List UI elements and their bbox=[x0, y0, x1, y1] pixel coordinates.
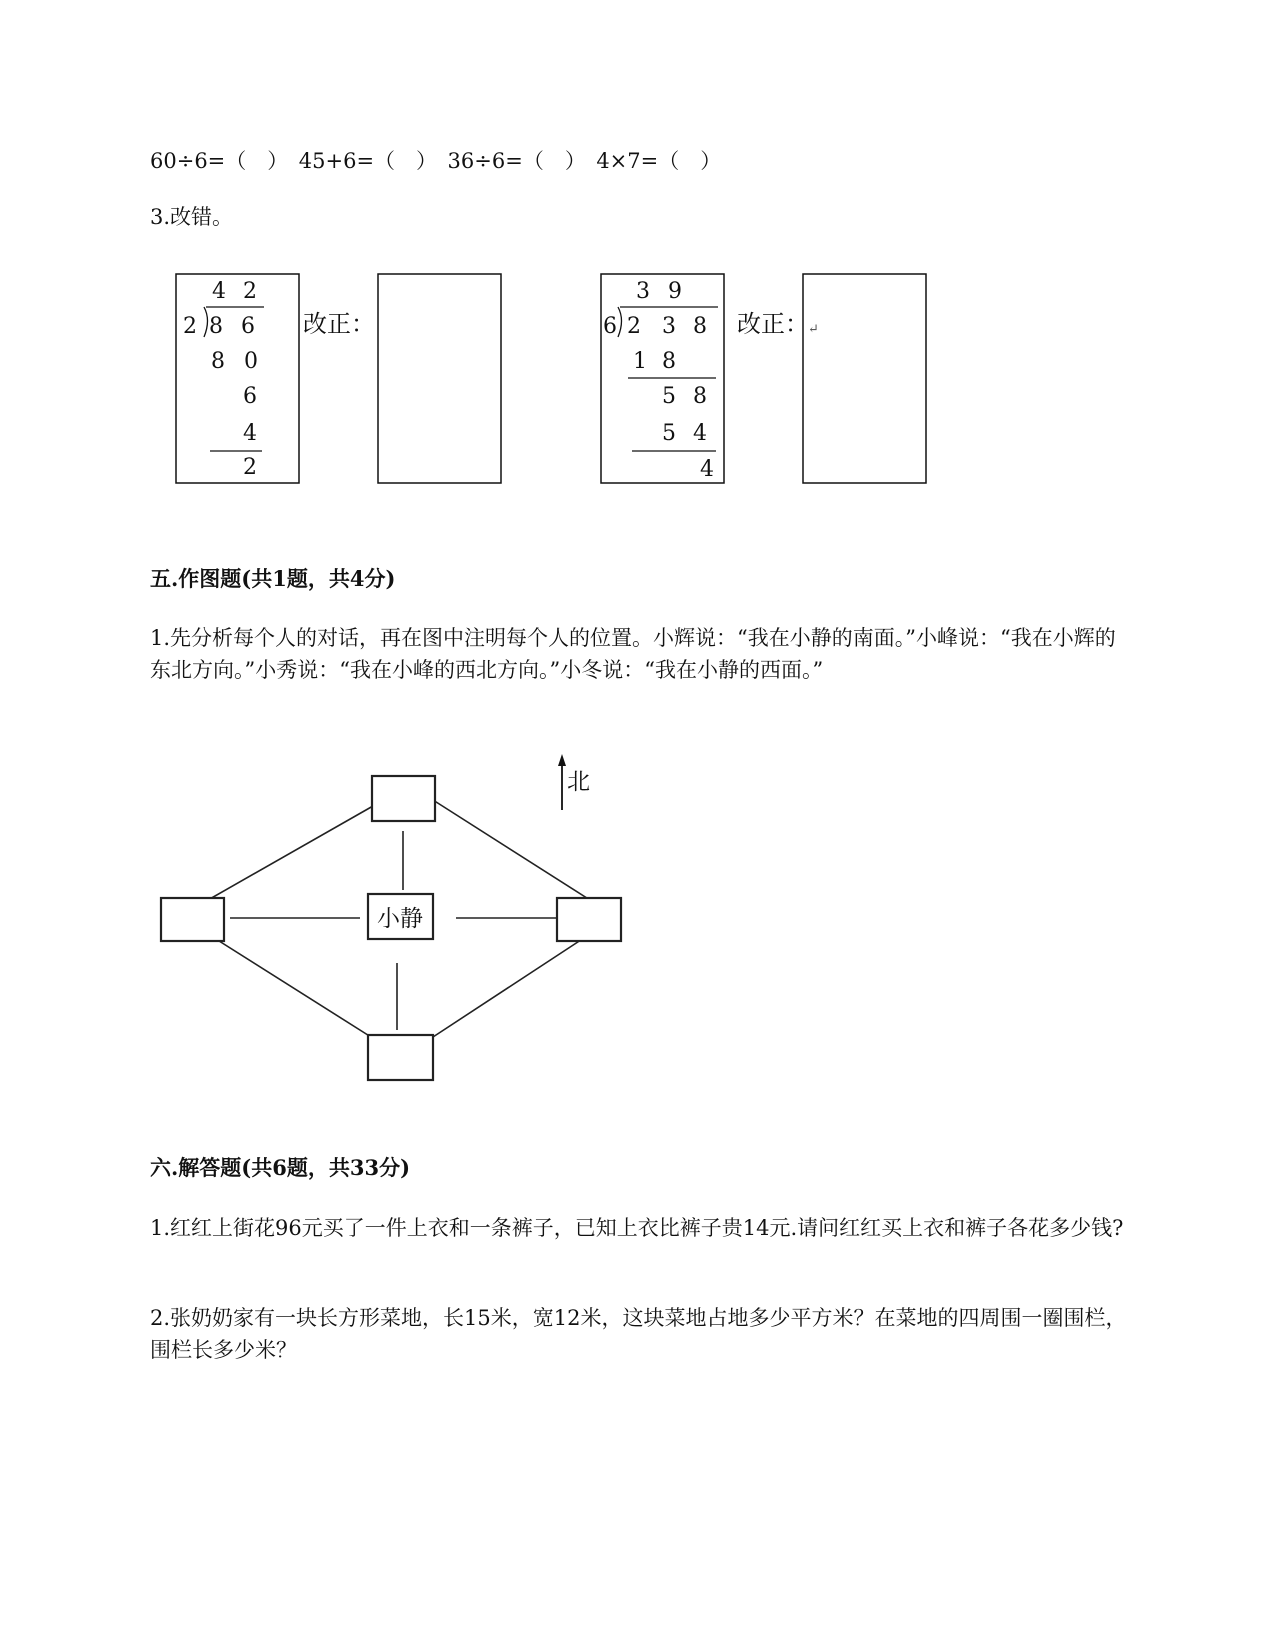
position-box-north[interactable] bbox=[372, 776, 435, 821]
step-digit: 5 bbox=[662, 421, 676, 446]
remainder: 4 bbox=[700, 457, 714, 482]
divisor: 2 bbox=[183, 314, 197, 339]
dividend-digit: 8 bbox=[209, 314, 223, 339]
position-box-east[interactable] bbox=[557, 898, 621, 941]
position-box-west[interactable] bbox=[161, 898, 224, 941]
divisor: 6 bbox=[603, 314, 617, 339]
position-box-south[interactable] bbox=[368, 1035, 433, 1080]
dividend-digit: 2 bbox=[627, 314, 641, 339]
quotient-digit: 3 bbox=[636, 279, 650, 304]
quotient-digit: 2 bbox=[243, 279, 257, 304]
step-digit: 5 bbox=[662, 384, 676, 409]
dividend-digit: 6 bbox=[241, 314, 255, 339]
step-digit: 8 bbox=[693, 384, 707, 409]
q2-expressions: 60÷6=（ ） 45+6=（ ） 36÷6=（ ） 4×7=（ ） bbox=[150, 149, 722, 173]
north-arrow-icon bbox=[558, 754, 566, 810]
step-digit: 4 bbox=[693, 421, 707, 446]
map-edge bbox=[433, 800, 590, 900]
section-5-heading: 五.作图题(共1题，共4分) bbox=[150, 566, 396, 591]
map-edge bbox=[208, 934, 371, 1037]
step-digit: 4 bbox=[243, 421, 257, 446]
step-digit: 6 bbox=[243, 384, 257, 409]
step-digit: 8 bbox=[662, 349, 676, 374]
correct-label: 改正： bbox=[737, 310, 809, 338]
correct-label: 改正： bbox=[303, 310, 375, 338]
return-mark: ↵ bbox=[808, 322, 819, 337]
step-digit: 0 bbox=[244, 349, 258, 374]
quotient-digit: 4 bbox=[212, 279, 226, 304]
map-edge bbox=[433, 934, 590, 1037]
step-digit: 1 bbox=[633, 349, 647, 374]
q3-title: 3.改错。 bbox=[150, 205, 234, 229]
center-label: 小静 bbox=[377, 906, 423, 932]
section-6-question-1: 1.红红上街花96元买了一件上衣和一条裤子，已知上衣比裤子贵14元.请问红红买上衣和裤子各花多少钱? bbox=[150, 1216, 1124, 1240]
section-5-question-1: 1.先分析每个人的对话，再在图中注明每个人的位置。小辉说：“我在小静的南面。”小峰说：“我在小辉的东北方向。”小秀说：“我在小峰的西北方向。”小冬说：“我在小静的西面。” bbox=[150, 626, 1116, 682]
dividend-digit: 8 bbox=[693, 314, 707, 339]
step-digit: 8 bbox=[211, 349, 225, 374]
section-6-question-2: 2.张奶奶家有一块长方形菜地，长15米，宽12米，这块菜地占地多少平方米？在菜地的四周围一圈围栏，围栏长多少米？ bbox=[150, 1306, 1127, 1362]
section-6-heading: 六.解答题(共6题，共33分) bbox=[150, 1155, 411, 1180]
quotient-digit: 9 bbox=[668, 279, 682, 304]
map-edge bbox=[208, 806, 373, 900]
remainder: 2 bbox=[243, 455, 257, 480]
dividend-digit: 3 bbox=[662, 314, 676, 339]
north-label: 北 bbox=[567, 769, 590, 795]
